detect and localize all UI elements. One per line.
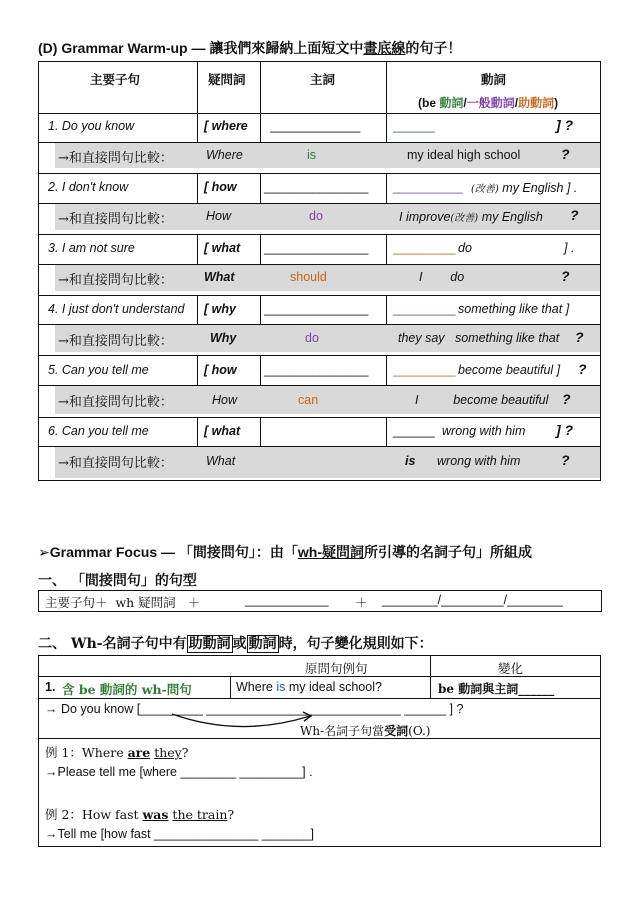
row3-main-clause: 3. I am not sure bbox=[48, 241, 135, 255]
header-main-clause: 主要子句 bbox=[90, 72, 141, 87]
curved-arrow-icon bbox=[170, 708, 320, 734]
row5-end: ? bbox=[578, 361, 587, 377]
box-verb: 動詞 bbox=[248, 636, 277, 652]
row5-subject-blank: _______________ bbox=[264, 363, 369, 377]
row6-verb-rest: wrong with him bbox=[442, 424, 526, 438]
row3-subject-blank: _______________ bbox=[264, 241, 369, 255]
row4-verb-rest: something like that ] bbox=[458, 302, 570, 316]
row5-compare-rest: I become beautiful bbox=[415, 393, 549, 407]
row2-verb-blank: __________ bbox=[393, 180, 463, 194]
rule1-change: be 動詞與主詞______ bbox=[438, 682, 555, 696]
row1-compare-rest: my ideal high school bbox=[407, 148, 521, 162]
row1-wh-word: [ where bbox=[204, 119, 248, 133]
example1-answer: →Please tell me [where ________ _________] . bbox=[45, 765, 313, 779]
row2-wh-word: [ how bbox=[204, 180, 237, 194]
header-change: 變化 bbox=[498, 661, 524, 676]
focus-label: Grammar Focus bbox=[49, 544, 158, 560]
header-subject: 主詞 bbox=[310, 72, 336, 87]
row3-end: ] . bbox=[564, 241, 575, 255]
row5-verb-rest: become beautiful ] bbox=[458, 363, 561, 377]
row1-subject-blank: _____________ bbox=[270, 119, 361, 133]
rule1-example: Where is my ideal school? bbox=[236, 680, 382, 694]
row6-compare-rest: wrong with him bbox=[437, 454, 521, 468]
row6-compare-aux: is bbox=[405, 454, 416, 468]
formula-plus: ＋ bbox=[355, 596, 368, 610]
row1-compare-label: →和直接問句比較： bbox=[58, 151, 173, 166]
box-aux-verb: 助動詞 bbox=[188, 636, 231, 652]
row4-subject-blank: _______________ bbox=[264, 302, 369, 316]
row6-main-clause: 6. Can you tell me bbox=[48, 424, 149, 438]
row5-compare-aux: can bbox=[298, 393, 319, 407]
row2-compare-rest: I improve(改善) my English bbox=[399, 210, 543, 224]
row5-verb-blank: _________ bbox=[393, 363, 456, 377]
row4-compare-end: ? bbox=[575, 329, 584, 345]
example2-answer: →Tell me [how fast _______________ _______] bbox=[45, 827, 314, 841]
row1-compare-end: ? bbox=[561, 146, 570, 162]
row2-verb-rest: (改善) my English ] . bbox=[471, 181, 578, 195]
formula-part-a: 主要子句＋ wh 疑問詞 ＋ bbox=[45, 595, 201, 610]
header-wh-word: 疑問詞 bbox=[208, 72, 246, 87]
row2-compare-aux: do bbox=[309, 209, 323, 223]
row3-compare-end: ? bbox=[561, 268, 570, 284]
row6-compare-label: →和直接問句比較： bbox=[58, 456, 173, 471]
example2-question: 例 2：How fast was the train? bbox=[45, 807, 235, 822]
rule1-label: 含 be 動詞的 wh-問句 bbox=[62, 682, 192, 697]
section-title bbox=[38, 38, 461, 58]
row4-compare-aux: do bbox=[305, 331, 319, 345]
focus-bullet: ➢ bbox=[38, 544, 50, 560]
header-verb: 動詞 bbox=[481, 72, 507, 87]
row1-verb-blank: ______ bbox=[393, 119, 435, 133]
row1-main-clause: 1. Do you know bbox=[48, 119, 135, 133]
example1-question: 例 1：Where are they? bbox=[45, 745, 189, 760]
row5-compare-label: →和直接問句比較： bbox=[58, 395, 173, 410]
row2-compare-label: →和直接問句比較： bbox=[58, 212, 173, 227]
row3-compare-wh: What bbox=[204, 270, 235, 284]
row6-wh-word: [ what bbox=[204, 424, 241, 438]
formula-blank-1: ____________ bbox=[245, 593, 329, 607]
title-prefix: (D) Grammar Warm-up bbox=[38, 40, 188, 56]
row3-compare-rest: I do bbox=[419, 270, 465, 284]
row3-wh-word: [ what bbox=[204, 241, 241, 255]
row4-main-clause: 4. I just don't understand bbox=[48, 302, 185, 316]
formula-blank-2: ________/_________/________ bbox=[382, 593, 563, 607]
row1-compare-wh: Where bbox=[206, 148, 243, 162]
rule1-transform-line: → Do you know [_________ ____________________________ ______ ] ? bbox=[45, 702, 464, 716]
title-text-a: 讓我們來歸納上面短文中 bbox=[209, 41, 364, 57]
header-example: 原問句例句 bbox=[305, 661, 368, 676]
row5-wh-word: [ how bbox=[204, 363, 237, 377]
section1-heading: 一、 「間接問句」的句型 bbox=[38, 573, 197, 589]
title-dash: — bbox=[187, 40, 206, 56]
title-text-underlined: 畫底線 bbox=[363, 41, 406, 57]
row2-main-clause: 2. I don't know bbox=[48, 180, 129, 194]
row4-verb-blank: _________ bbox=[393, 302, 456, 316]
row4-compare-label: →和直接問句比較： bbox=[58, 334, 173, 349]
row3-verb-rest: do bbox=[458, 241, 472, 255]
row3-compare-aux: should bbox=[290, 270, 327, 284]
section2-heading: 二、 Wh-名詞子句中有 助動詞 或 動詞 時，句子變化規則如下： bbox=[38, 636, 433, 652]
row5-main-clause: 5. Can you tell me bbox=[48, 363, 149, 377]
grammar-focus-heading: ➢Grammar Focus — 「間接問句」：由「wh-疑問詞所引導的名詞子句」所組成 bbox=[38, 544, 532, 561]
row3-compare-label: →和直接問句比較： bbox=[58, 273, 173, 288]
row6-compare-wh: What bbox=[206, 454, 236, 468]
rule1-number: 1. bbox=[45, 680, 56, 694]
row6-end: ] ? bbox=[556, 422, 574, 438]
rule1-annotation: Wh-名詞子句當受詞(O.) bbox=[300, 724, 431, 738]
header-verb-types: (be 動詞/一般動詞/助動詞) bbox=[418, 96, 559, 110]
row4-compare-wh: Why bbox=[210, 331, 237, 345]
title-text-b: 的句子！ bbox=[405, 41, 462, 57]
row2-subject-blank: _______________ bbox=[264, 180, 369, 194]
focus-underlined: wh-疑問詞 bbox=[297, 544, 364, 560]
row4-wh-word: [ why bbox=[204, 302, 236, 316]
row3-verb-blank: _________ bbox=[393, 241, 456, 255]
row5-compare-end: ? bbox=[562, 391, 571, 407]
row6-verb-blank: ______ bbox=[393, 424, 435, 438]
row6-compare-end: ? bbox=[561, 452, 570, 468]
row4-compare-rest: they say something like that bbox=[398, 331, 560, 345]
row1-compare-aux: is bbox=[307, 148, 317, 162]
row5-compare-wh: How bbox=[212, 393, 238, 407]
row2-compare-end: ? bbox=[570, 207, 579, 223]
row2-compare-wh: How bbox=[206, 209, 232, 223]
row1-end: ] ? bbox=[556, 117, 574, 133]
